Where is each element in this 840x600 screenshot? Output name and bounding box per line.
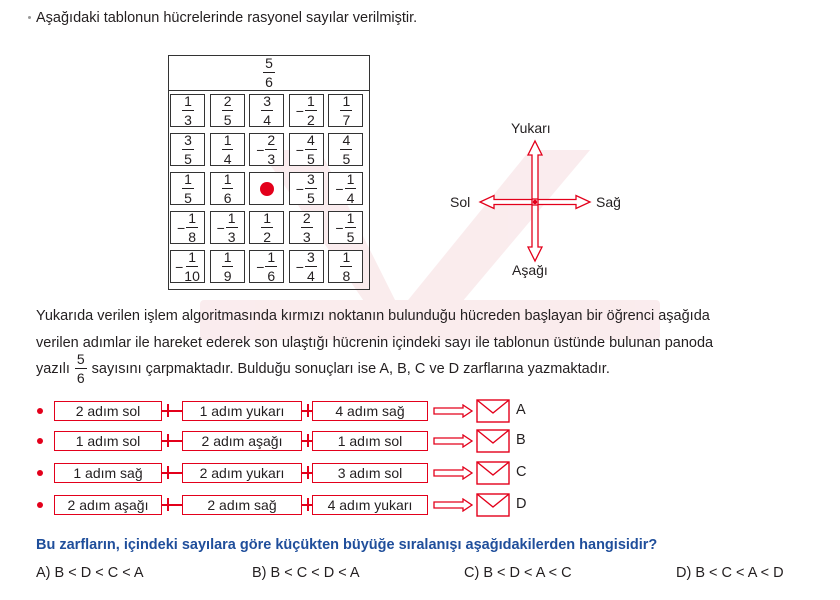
step-box: 2 adım aşağı [54,495,162,515]
fraction-denominator: 10 [184,268,200,284]
envelope-letter: B [516,432,526,448]
option-label: A) [36,565,51,581]
cell-fraction [296,94,317,127]
fraction-denominator: 5 [184,151,192,167]
fraction-denominator: 4 [263,112,272,128]
fraction-denominator: 5 [346,229,355,245]
fraction-sign: − [295,258,304,275]
option-d[interactable] [676,565,784,581]
double-arrow-icon [433,498,473,512]
fraction-denominator: 5 [306,151,315,167]
option-c[interactable] [464,565,572,581]
table-cell [328,211,363,244]
row-bullet [37,470,43,476]
step-connector [162,410,182,412]
cell-fraction [177,211,198,244]
fraction-denominator: 2 [306,112,315,128]
row-bullet [37,438,43,444]
margin-mark [28,16,31,19]
row-bullet [37,502,43,508]
fraction-numerator: 1 [223,132,232,148]
table-cell [249,172,284,205]
arrow-left-icon [480,196,532,209]
fraction-numerator: 3 [263,93,272,109]
option-text: B < D < C < A [54,565,144,581]
cell-fraction [181,133,194,166]
label-left: Sol [450,194,471,210]
fraction-sign: − [175,258,184,275]
row-bullet [37,408,43,414]
step-box: 1 adım sağ [54,463,162,483]
cell-fraction [335,172,356,205]
fraction-sign: − [295,180,304,197]
envelope-icon [476,461,510,485]
table-cell [170,172,205,205]
fraction-numerator: 1 [346,210,355,226]
table-cell [210,211,245,244]
label-down: Aşağı [512,262,548,278]
step-box: 1 adım sol [54,431,162,451]
step-connector [162,472,182,474]
cell-fraction [296,133,317,166]
fraction-numerator: 2 [302,210,311,226]
envelope-letter: D [516,496,527,512]
board-fraction [263,56,275,89]
fraction-denominator: 7 [342,112,351,128]
fraction-numerator: 1 [188,210,196,226]
option-label: D) [676,565,692,581]
table-cell [289,94,324,127]
option-text: B < C < A < D [695,565,784,581]
board-numerator: 5 [265,55,273,71]
board-denominator: 6 [265,74,273,90]
question-text: Bu zarfların, içindeki sayılara göre küçükten büyüğe sıralanışı aşağıdakilerden hangisidir? [36,537,658,553]
fraction-denominator: 5 [223,112,232,128]
arrow-down-icon [528,205,542,261]
table-cell [249,133,284,166]
fraction-numerator: 1 [267,249,276,265]
fraction-denominator: 5 [342,151,351,167]
fraction-numerator: 1 [184,93,192,109]
paragraph-line-3 [36,352,610,385]
step-box: 2 adım sağ [182,495,302,515]
step-box: 1 adım yukarı [182,401,302,421]
fraction-denominator: 4 [306,268,315,284]
inline-fraction [75,352,87,385]
fraction-numerator: 1 [306,93,315,109]
fraction-denominator: 4 [223,151,232,167]
fraction-numerator: 1 [227,210,236,226]
fraction-numerator: 1 [263,210,272,226]
option-label: B) [252,565,267,581]
table-cell [289,133,324,166]
table-cell [289,250,324,283]
red-dot-marker [260,182,274,196]
fraction-numerator: 3 [306,249,315,265]
envelope-letter: C [516,464,527,480]
step-box: 2 adım aşağı [182,431,302,451]
fraction-sign: − [335,180,344,197]
cell-fraction [256,250,277,283]
table-cell [210,172,245,205]
step-box: 4 adım sağ [312,401,428,421]
cell-fraction [221,250,234,283]
table-cell [249,94,284,127]
fraction-denominator: 3 [267,151,276,167]
step-box: 2 adım sol [54,401,162,421]
cell-fraction [181,172,194,205]
inline-denominator: 6 [76,370,85,386]
fraction-sign: − [335,219,344,236]
label-up: Yukarı [511,120,551,136]
cell-fraction [217,211,238,244]
cell-fraction [221,133,234,166]
fraction-numerator: 1 [223,249,232,265]
fraction-sign: − [256,141,265,158]
cell-fraction [300,211,313,244]
fraction-sign: − [216,219,225,236]
option-text: B < C < D < A [270,565,360,581]
board-panel [168,55,370,91]
table-cell [249,250,284,283]
envelope-icon [476,399,510,423]
fraction-denominator: 8 [188,229,196,245]
paragraph-line-2: verilen adımlar ile hareket ederek son ulaştığı hücrenin içindeki sayı ile tablonun üstünde bulunan panoda [36,335,714,351]
cell-fraction [181,94,194,127]
fraction-numerator: 4 [306,132,315,148]
table-cell [210,133,245,166]
step-connector [302,410,312,412]
fraction-sign: − [256,258,265,275]
step-connector [302,472,312,474]
intro-text: Aşağıdaki tablonun hücrelerinde rasyonel sayılar verilmiştir. [36,10,418,26]
fraction-numerator: 3 [184,132,192,148]
fraction-numerator: 1 [223,171,232,187]
table-cell [210,250,245,283]
fraction-numerator: 1 [346,171,355,187]
fraction-numerator: 3 [306,171,315,187]
fraction-numerator: 1 [342,93,351,109]
table-cell [289,172,324,205]
fraction-denominator: 5 [306,190,315,206]
fraction-denominator: 2 [263,229,272,245]
double-arrow-icon [433,404,473,418]
option-text: B < D < A < C [483,565,572,581]
fraction-sign: − [295,102,304,119]
paragraph-line-3-start: yazılı [36,360,70,377]
fraction-denominator: 5 [184,190,192,206]
cell-fraction [339,133,352,166]
table-cell [328,133,363,166]
paragraph-line-3-end: sayısını çarpmaktadır. Bulduğu sonuçları ise A, B, C ve D zarflarına yazmaktadır. [91,360,610,377]
fraction-denominator: 3 [302,229,311,245]
fraction-sign: − [177,219,186,236]
double-arrow-icon [433,466,473,480]
center-dot [533,200,537,204]
table-cell [328,172,363,205]
fraction-numerator: 1 [188,249,196,265]
fraction-denominator: 4 [346,190,355,206]
table-cell [210,94,245,127]
fraction-denominator: 6 [267,268,276,284]
fraction-numerator: 2 [223,93,232,109]
fraction-denominator: 9 [223,268,232,284]
cell-fraction [339,250,352,283]
cell-fraction [296,250,317,283]
option-a[interactable] [36,565,144,581]
table-cell [328,94,363,127]
arrow-right-icon [538,196,590,209]
envelope-icon [476,429,510,453]
step-connector [162,504,182,506]
arrow-up-icon [528,141,542,199]
step-connector [302,440,312,442]
label-right: Sağ [596,194,621,210]
step-box: 2 adım yukarı [182,463,302,483]
fraction-numerator: 2 [267,132,276,148]
fraction-denominator: 3 [184,112,192,128]
step-box: 3 adım sol [312,463,428,483]
double-arrow-icon [433,434,473,448]
cell-fraction [221,172,234,205]
direction-compass [470,135,600,270]
inline-numerator: 5 [76,351,85,367]
fraction-numerator: 4 [342,132,351,148]
cell-fraction [260,94,273,127]
step-box: 4 adım yukarı [312,495,428,515]
step-box: 1 adım sol [312,431,428,451]
table-cell [170,94,205,127]
step-connector [162,440,182,442]
step-connector [302,504,312,506]
fraction-numerator: 1 [342,249,351,265]
paragraph-line-1: Yukarıda verilen işlem algoritmasında kırmızı noktanın bulunduğu hücreden başlayan bir öğrenci aşağıda [36,308,710,324]
cell-fraction [339,94,352,127]
option-label: C) [464,565,480,581]
cell-fraction [335,211,356,244]
fraction-denominator: 8 [342,268,351,284]
envelope-letter: A [516,402,526,418]
cell-fraction [296,172,317,205]
cell-fraction [256,133,277,166]
envelope-icon [476,493,510,517]
table-cell [289,211,324,244]
fraction-numerator: 1 [184,171,192,187]
cell-fraction [260,211,273,244]
table-cell [170,211,205,244]
fraction-sign: − [295,141,304,158]
fraction-denominator: 3 [227,229,236,245]
table-cell [170,133,205,166]
table-cell [170,250,205,283]
cell-fraction [175,250,200,283]
option-b[interactable] [252,565,360,581]
table-cell [328,250,363,283]
cell-fraction [221,94,234,127]
table-cell [249,211,284,244]
fraction-denominator: 6 [223,190,232,206]
